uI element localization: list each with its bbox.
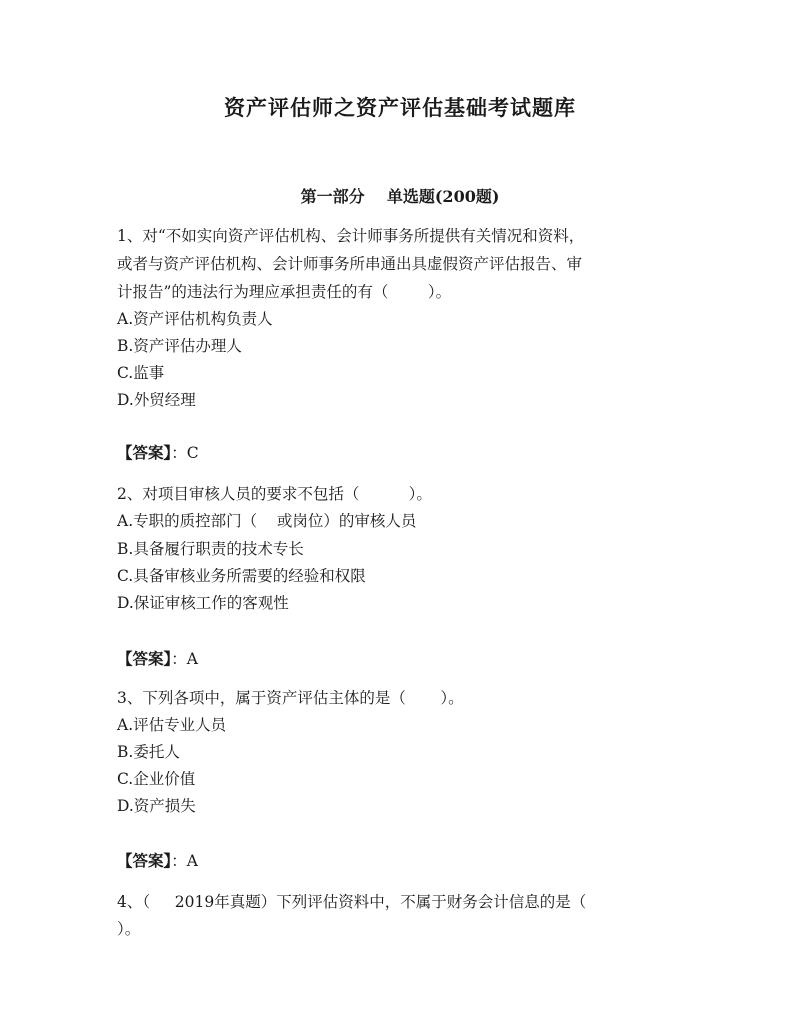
question-2-option-a: A.专职的质控部门（ 或岗位）的审核人员 <box>117 512 417 530</box>
question-3-option-c: C.企业价值 <box>117 770 196 788</box>
question-4-line-1: 4、（ 2019年真题）下列评估资料中，不属于财务会计信息的是（ <box>117 893 587 911</box>
document-title: 资产评估师之资产评估基础考试题库 <box>224 95 576 120</box>
answer-value: ：C <box>171 444 199 462</box>
question-3-line-1: 3、下列各项中，属于资产评估主体的是（ ）。 <box>117 689 464 707</box>
question-3-option-b: B.委托人 <box>117 743 180 761</box>
answer-label: 【答案】 <box>117 443 172 462</box>
question-2-option-c: C.具备审核业务所需要的经验和权限 <box>117 567 366 585</box>
question-1-option-d: D.外贸经理 <box>117 391 196 409</box>
question-3-option-a: A.评估专业人员 <box>117 716 227 734</box>
section-title: 第一部分 单选题(200题) <box>300 187 500 206</box>
question-2-answer <box>117 649 198 669</box>
answer-value: ：A <box>171 852 198 870</box>
answer-label: 【答案】 <box>117 851 172 870</box>
question-2-line-1: 2、对项目审核人员的要求不包括（ ）。 <box>117 485 432 503</box>
question-4-line-2: ）。 <box>117 920 141 938</box>
question-1-line-3: 计报告”的违法行为理应承担责任的有（ ）。 <box>117 283 452 301</box>
question-1-option-a: A.资产评估机构负责人 <box>117 310 273 328</box>
answer-label: 【答案】 <box>117 649 172 668</box>
answer-value: ：A <box>171 650 198 668</box>
question-2-option-d: D.保证审核工作的客观性 <box>117 594 289 612</box>
question-1-line-1: 1、对“不如实向资产评估机构、会计师事务所提供有关情况和资料， <box>117 227 585 245</box>
question-3-option-d: D.资产损失 <box>117 797 196 815</box>
question-1-answer <box>117 443 199 463</box>
question-3-answer <box>117 851 198 871</box>
question-2-option-b: B.具备履行职责的技术专长 <box>117 540 304 558</box>
question-1-line-2: 或者与资产评估机构、会计师事务所串通出具虚假资产评估报告、审 <box>117 255 583 273</box>
question-1-option-c: C.监事 <box>117 364 165 382</box>
question-1-option-b: B.资产评估办理人 <box>117 337 242 355</box>
